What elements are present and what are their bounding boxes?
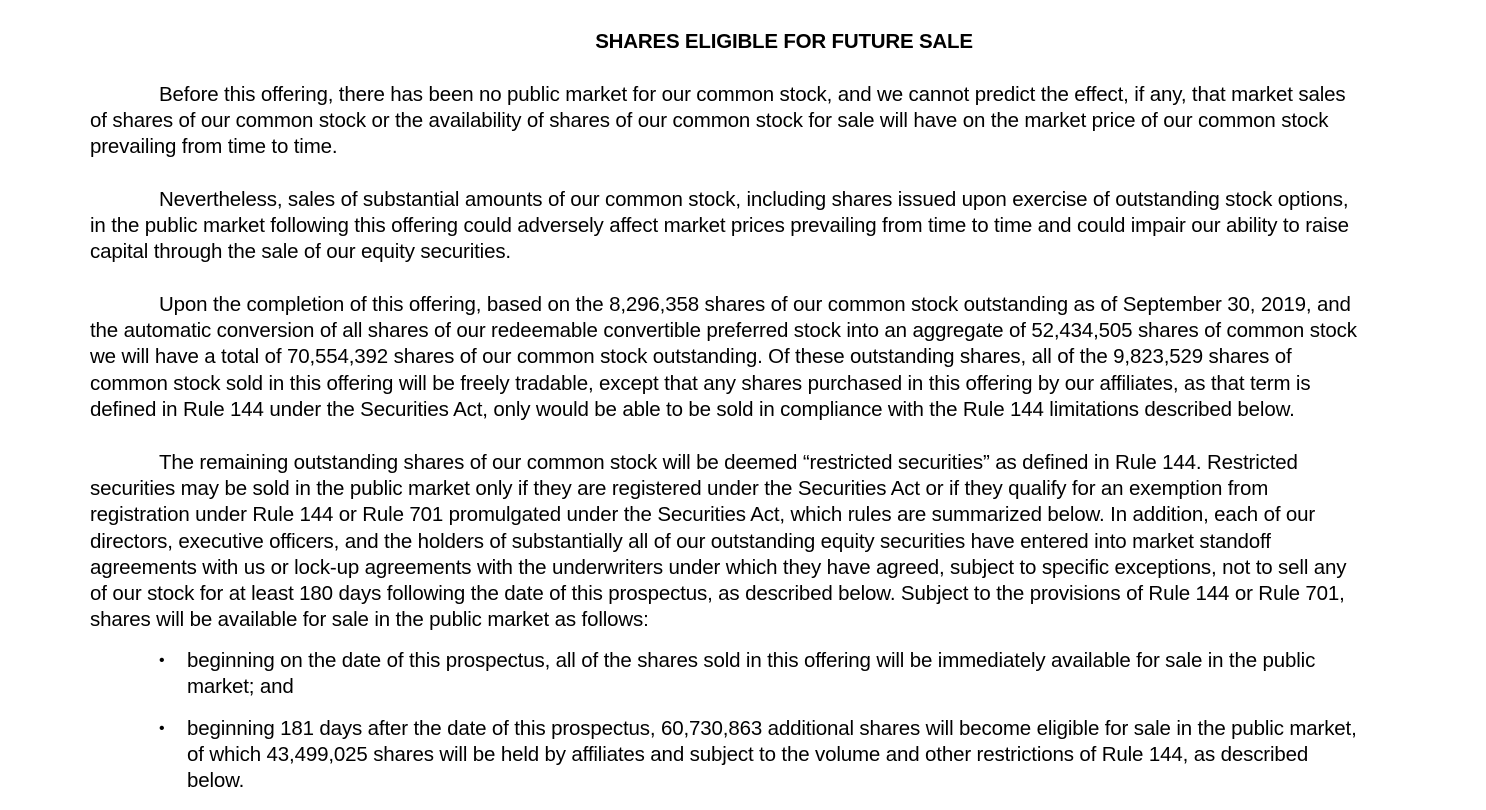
text-line: securities may be sold in the public market only if they are registered under the Securities Act or if they qualify for an exemption from (90, 477, 1269, 501)
text-line: capital through the sale of our equity securities. (90, 240, 511, 264)
text-line: beginning on the date of this prospectus, all of the shares sold in this offering will be immediately available for sale in the public (187, 649, 1316, 672)
text-line: in the public market following this offering could adversely affect market prices prevailing from time to time and could impair our ability to raise (90, 214, 1349, 238)
text-line: Upon the completion of this offering, based on the 8,296,358 shares of our common stock outstanding as of September 30, 2019, and (159, 293, 1351, 316)
paragraph-shares-outstanding (90, 292, 1357, 423)
paragraph-no-public-market (90, 82, 1345, 161)
text-line: of shares of our common stock or the availability of shares of our common stock for sale will have on the market price of our common stock (90, 109, 1329, 133)
text-line: Nevertheless, sales of substantial amounts of our common stock, including shares issued upon exercise of outstanding stock options, (159, 188, 1349, 211)
text-line: we will have a total of 70,554,392 shares of our common stock outstanding. Of these outstanding shares, all of the 9,823,529 shares of (90, 345, 1292, 369)
text-line: beginning 181 days after the date of this prospectus, 60,730,863 additional shares will become eligible for sale in the public market, (187, 717, 1357, 740)
bullet-text (187, 648, 1315, 700)
text-line: shares will be available for sale in the public market as follows: (90, 608, 649, 632)
bullet-text (187, 716, 1357, 795)
text-line: prevailing from time to time. (90, 135, 338, 159)
text-line: of our stock for at least 180 days following the date of this prospectus, as described below. Subject to the provisions of Rule 144 or Rule 701, (90, 582, 1345, 606)
text-line: the automatic conversion of all shares of our redeemable convertible preferred stock into an aggregate of 52,434,505 shares of common stock (90, 319, 1357, 343)
bullet-icon: • (159, 720, 165, 737)
text-line: agreements with us or lock-up agreements with the underwriters under which they have agreed, subject to specific exceptions, not to sell any (90, 555, 1347, 579)
text-line: below. (187, 769, 245, 793)
text-line: common stock sold in this offering will be freely tradable, except that any shares purchased in this offering by our affiliates, as that term is (90, 371, 1311, 395)
text-line: registration under Rule 144 or Rule 701 promulgated under the Securities Act, which rules are summarized below. In addition, each of our (90, 503, 1316, 527)
bullet-icon: • (159, 652, 165, 669)
section-title: SHARES ELIGIBLE FOR FUTURE SALE (595, 30, 973, 53)
text-line: defined in Rule 144 under the Securities Act, only would be able to be sold in compliance with the Rule 144 limitations described below. (90, 397, 1295, 421)
text-line: market; and (187, 675, 294, 699)
text-line: directors, executive officers, and the holders of substantially all of our outstanding equity securities have entered into market standoff (90, 529, 1271, 553)
text-line: Before this offering, there has been no public market for our common stock, and we cannot predict the effect, if any, that market sales (159, 83, 1346, 106)
paragraph-substantial-sales (90, 187, 1349, 266)
text-line: of which 43,499,025 shares will be held by affiliates and subject to the volume and other restrictions of Rule 144, as described (187, 743, 1309, 767)
paragraph-restricted-securities (90, 450, 1346, 633)
text-line: The remaining outstanding shares of our common stock will be deemed “restricted securities” as defined in Rule 144. Restricted (159, 451, 1298, 474)
